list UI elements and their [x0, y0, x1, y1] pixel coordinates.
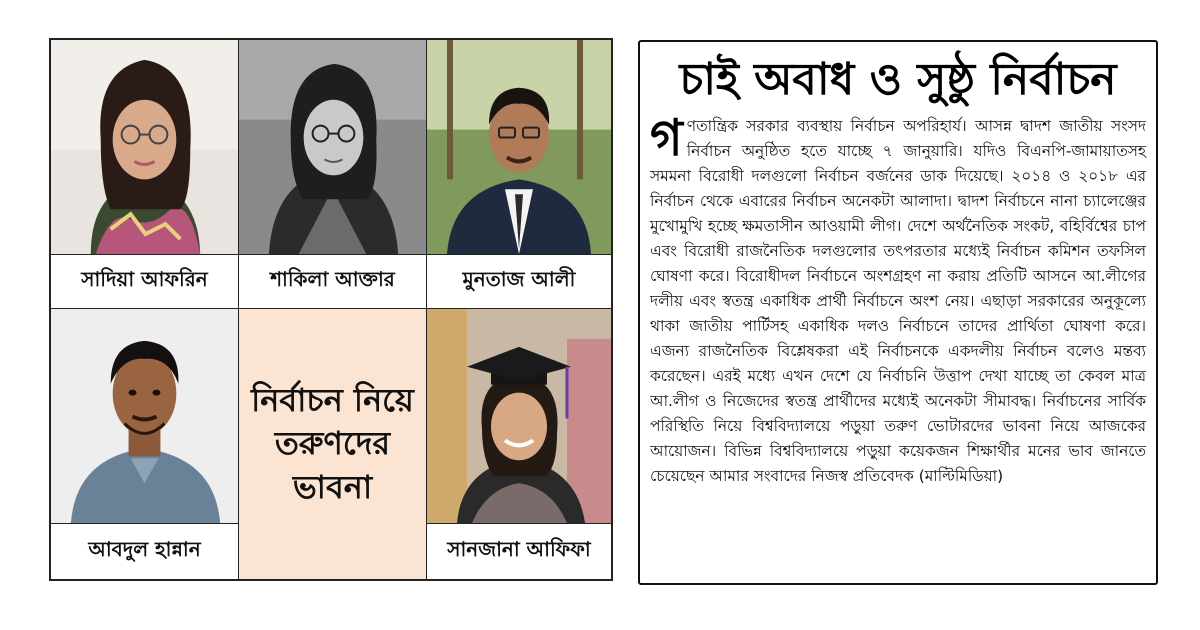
portrait-woman-glasses-image [51, 40, 238, 254]
photo-abdul-hannan [51, 309, 239, 524]
article-dropcap: গ [650, 109, 683, 168]
article-body [650, 109, 1146, 488]
name-label-p2: শাকিলা আক্তার [239, 255, 427, 309]
topic-line-3: ভাবনা [292, 467, 373, 506]
photo-sadia-afrin [51, 40, 239, 255]
portrait-woman-grayscale-image [239, 40, 426, 254]
portrait-man-shirt-image [51, 309, 238, 523]
photo-muntaj-ali [427, 40, 611, 255]
name-label-p5: সানজানা আফিফা [427, 524, 611, 579]
article-box [638, 40, 1158, 585]
name-label-p4: আবদুল হান্নান [51, 524, 239, 579]
name-label-p3: মুনতাজ আলী [427, 255, 611, 309]
photo-shakila-akter [239, 40, 427, 255]
photo-sanjana-afifa [427, 309, 611, 524]
portrait-man-suit-image [427, 40, 611, 254]
topic-line-2: তরুণদের [274, 424, 391, 463]
portrait-graduate-cap-image [427, 309, 611, 523]
topic-line-1: নির্বাচন নিয়ে [251, 381, 414, 420]
article-headline: চাই অবাধ ও সুষ্ঠু নির্বাচন [679, 54, 1117, 105]
profile-grid [49, 38, 613, 581]
topic-panel [239, 309, 427, 579]
article-body-text: ণতান্ত্রিক সরকার ব্যবস্থায় নির্বাচন অপরিহার্য। আসন্ন দ্বাদশ জাতীয় সংসদ নির্বাচন অনুষ্ঠিত হতে যাচ্ছে ৭ জানুয়ারি। যদিও বিএনপি-জামায়াতসহ সমমনা বিরোধী দলগুলো নির্বাচন বর্জনের ডাক দিয়েছে। ২০১৪ ও ২০১৮ এর নির্বাচন থেকে এবারের নির্বাচন অনেকটা আলাদা। দ্বাদশ নির্বাচনে নানা চ্যালেঞ্জের মুখোমুখি হচ্ছে ক্ষমতাসীন আওয়ামী লীগ। দেশে অর্থনৈতিক সংকট, বহির্বিশ্বের চাপ এবং বিরোধী রাজনৈতিক দলগুলোর তৎপরতার মধ্যেই নির্বাচন কমিশন তফসিল ঘোষণা করে। বিরোধীদল নির্বাচনে অংশগ্রহণ না করায় প্রতিটি আসনে আ.লীগের দলীয় এবং স্বতন্ত্র একাধিক প্রার্থী নির্বাচনে অংশ নেয়। এছাড়া সরকারের অনুকূল্যে থাকা জাতীয় পার্টিসহ একাধিক দলও নির্বাচনে তাদের প্রার্থিতা ঘোষণা করে। এজন্য রাজনৈতিক বিশ্লেষকরা এই নির্বাচনকে একদলীয় নির্বাচন বলেও মন্তব্য করেছেন। এরই মধ্যে এখন দেশে যে নির্বাচনি উত্তাপ দেখা যাচ্ছে তা কেবল মাত্র আ.লীগ ও নিজেদের স্বতন্ত্র প্রার্থীদের মধ্যেই অনেকটা সীমাবদ্ধ। নির্বাচনের সার্বিক পরিস্থিতি নিয়ে বিশ্ববিদ্যালয়ে পড়ুয়া তরুণ ভোটারদের ভাবনা নিয়ে আজকের আয়োজন। বিভিন্ন বিশ্ববিদ্যালয়ে পড়ুয়া কয়েকজন শিক্ষার্থীর মনের ভাব জানতে চেয়েছেন আমার সংবাদের নিজস্ব প্রতিবেদক (মাল্টিমিডিয়া) [650, 117, 1146, 485]
name-label-p1: সাদিয়া আফরিন [51, 255, 239, 309]
